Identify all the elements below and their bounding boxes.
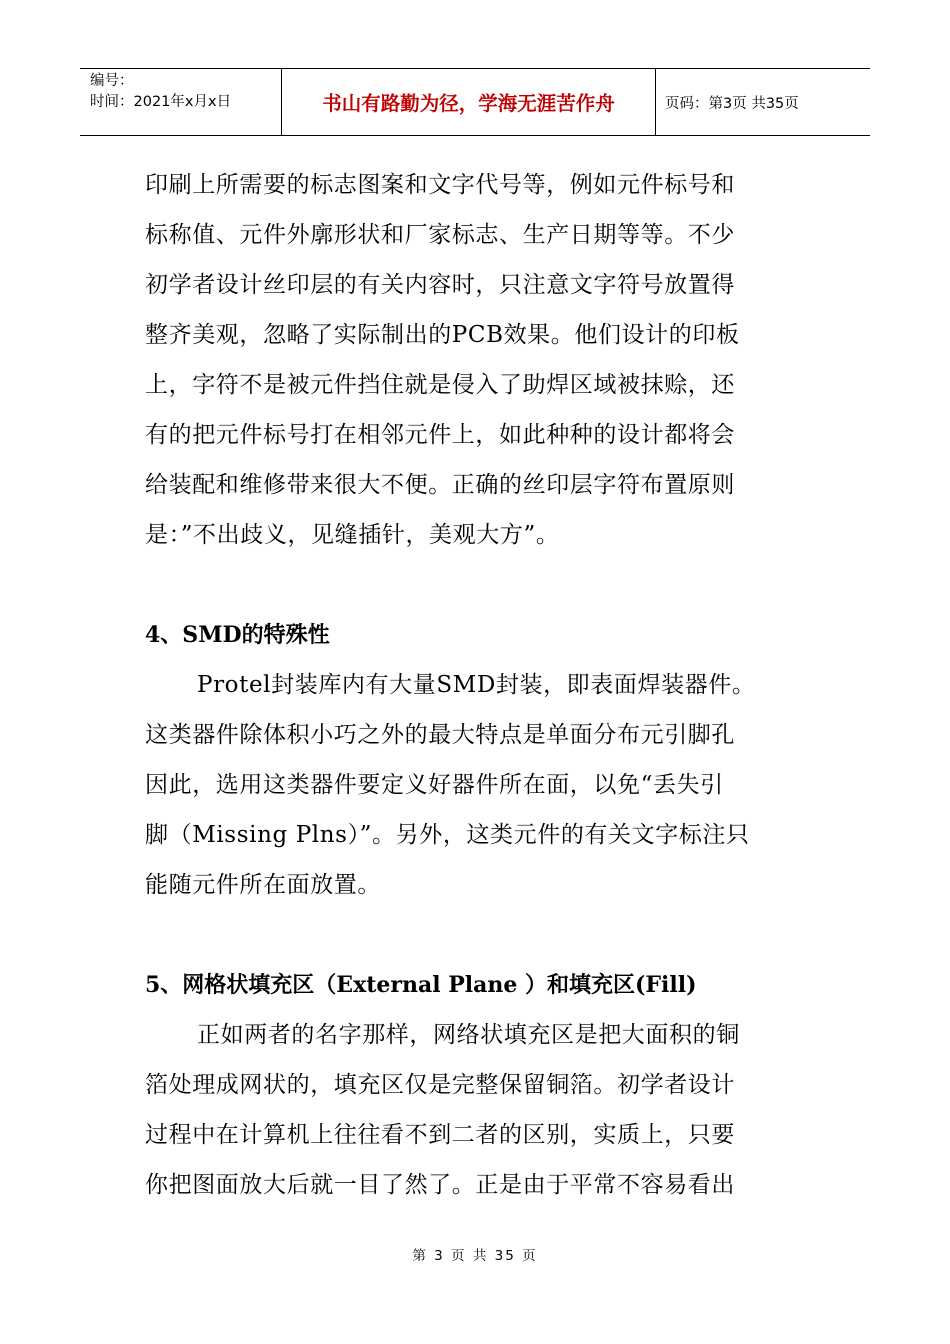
paragraph-2-line: 能随元件所在面放置。 (145, 872, 381, 898)
paragraph-1-line: 整齐美观，忽略了实际制出的PCB效果。他们设计的印板 (145, 322, 740, 348)
paragraph-1-line: 初学者设计丝印层的有关内容时，只注意文字符号放置得 (145, 272, 735, 298)
header-table (80, 68, 870, 136)
paragraph-3-line: 正如两者的名字那样，网络状填充区是把大面积的铜 (197, 1022, 740, 1048)
paragraph-1-line: 上，字符不是被元件挡住就是侵入了助焊区域被抹赊，还 (145, 372, 735, 398)
header-meta-cell (80, 69, 282, 135)
paragraph-1-line: 给装配和维修带来很大不便。正确的丝印层字符布置原则 (145, 472, 735, 498)
document-body (145, 160, 810, 1210)
paragraph-2-line: 脚（Missing Plns）”。另外，这类元件的有关文字标注只 (145, 822, 750, 848)
paragraph-1-line: 标称值、元件外廓形状和厂家标志、生产日期等等。不少 (145, 222, 735, 248)
paragraph-2 (145, 660, 810, 910)
header-page-info: 页码：第3页 共35页 (665, 95, 799, 112)
paragraph-3-line: 你把图面放大后就一目了然了。正是由于平常不容易看出 (145, 1172, 735, 1198)
section-spacer (145, 560, 810, 610)
section-heading-4: 4、SMD的特殊性 (145, 622, 330, 648)
paragraph-3 (145, 1010, 810, 1210)
paragraph-1-line: 是：”不出歧义，见缝插针，美观大方”。 (145, 522, 560, 548)
section-spacer (145, 910, 810, 960)
paragraph-2-line: 这类器件除体积小巧之外的最大特点是单面分布元引脚孔 (145, 722, 735, 748)
paragraph-2-line: 因此，选用这类器件要定义好器件所在面，以免“丢失引 (145, 772, 724, 798)
paragraph-3-line: 过程中在计算机上往往看不到二者的区别，实质上，只要 (145, 1122, 735, 1148)
paragraph-1 (145, 160, 810, 560)
document-number-label: 编号： (90, 73, 134, 89)
header-motto: 书山有路勤为径，学海无涯苦作舟 (282, 69, 656, 135)
document-time-label: 时间：2021年x月x日 (90, 94, 232, 110)
paragraph-2-line: Protel封装库内有大量SMD封装，即表面焊装器件。 (197, 672, 756, 698)
page-footer: 第 3 页 共 35 页 (412, 1248, 538, 1264)
paragraph-3-line: 箔处理成网状的，填充区仅是完整保留铜箔。初学者设计 (145, 1072, 735, 1098)
paragraph-1-line: 印刷上所需要的标志图案和文字代号等，例如元件标号和 (145, 172, 735, 198)
paragraph-1-line: 有的把元件标号打在相邻元件上，如此种种的设计都将会 (145, 422, 735, 448)
section-heading-5: 5、网格状填充区（External Plane ）和填充区(Fill) (145, 972, 697, 998)
